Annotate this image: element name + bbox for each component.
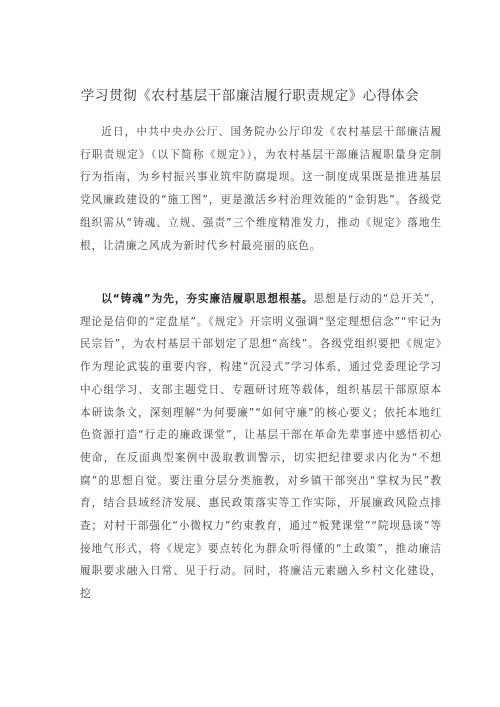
document-title: 学习贯彻《农村基层干部廉洁履行职责规定》心得体会 xyxy=(80,88,420,104)
paragraph-intro xyxy=(80,121,442,257)
paragraph-intro-text: 近日，中共中央办公厅、国务院办公厅印发《农村基层干部廉洁履行职责规定》（以下简称《规定》），为农村基层干部廉洁履职量身定制行为指南，为乡村振兴事业筑牢防腐堤坝。这一制度成果既是推进基层党风廉政建设的“施工图”，更是激活乡村治理效能的“金钥匙”。各级党组织需从“铸魂、立规、强责”三个维度精准发力，推动《规定》落地生根，让清廉之风成为新时代乡村最亮丽的底色。 xyxy=(80,126,442,252)
paragraph-section-1-lead: 以“铸魂”为先，夯实廉洁履职思想根基。 xyxy=(101,293,314,305)
paragraph-section-1 xyxy=(80,288,442,606)
paragraph-section-1-text: 思想是行动的“总开关”，理论是信仰的“定盘星”。《规定》开宗明义强调“坚定理想信念”“牢记为民宗旨”，为农村基层干部划定了思想“高线”。各级党组织要把《规定》作为理论武装的重要内容，构建“沉浸式”学习体系，通过党委理论学习中心组学习、支部主题党日、专题研讨班等载体，组织基层干部原原本本研读条文，深刻理解“为何要廉”“如何守廉”的核心要义；依托本地红色资源打造“行走的廉政课堂”，让基层干部在革命先辈事迹中感悟初心使命，在反面典型案例中汲取教训警示，切实把纪律要求内化为“不想腐”的思想自觉。要注重分层分类施教，对乡镇干部突出“掌权为民”教育，结合县域经济发展、惠民政策落实等工作实际，开展廉政风险点排查；对村干部强化“小微权力”约束教育，通过“板凳课堂”“院坝恳谈”等接地气形式，将《规定》要点转化为群众听得懂的“土政策”，推动廉洁履职要求融入日常、见于行动。同时，将廉洁元素融入乡村文化建设，挖 xyxy=(80,293,442,601)
